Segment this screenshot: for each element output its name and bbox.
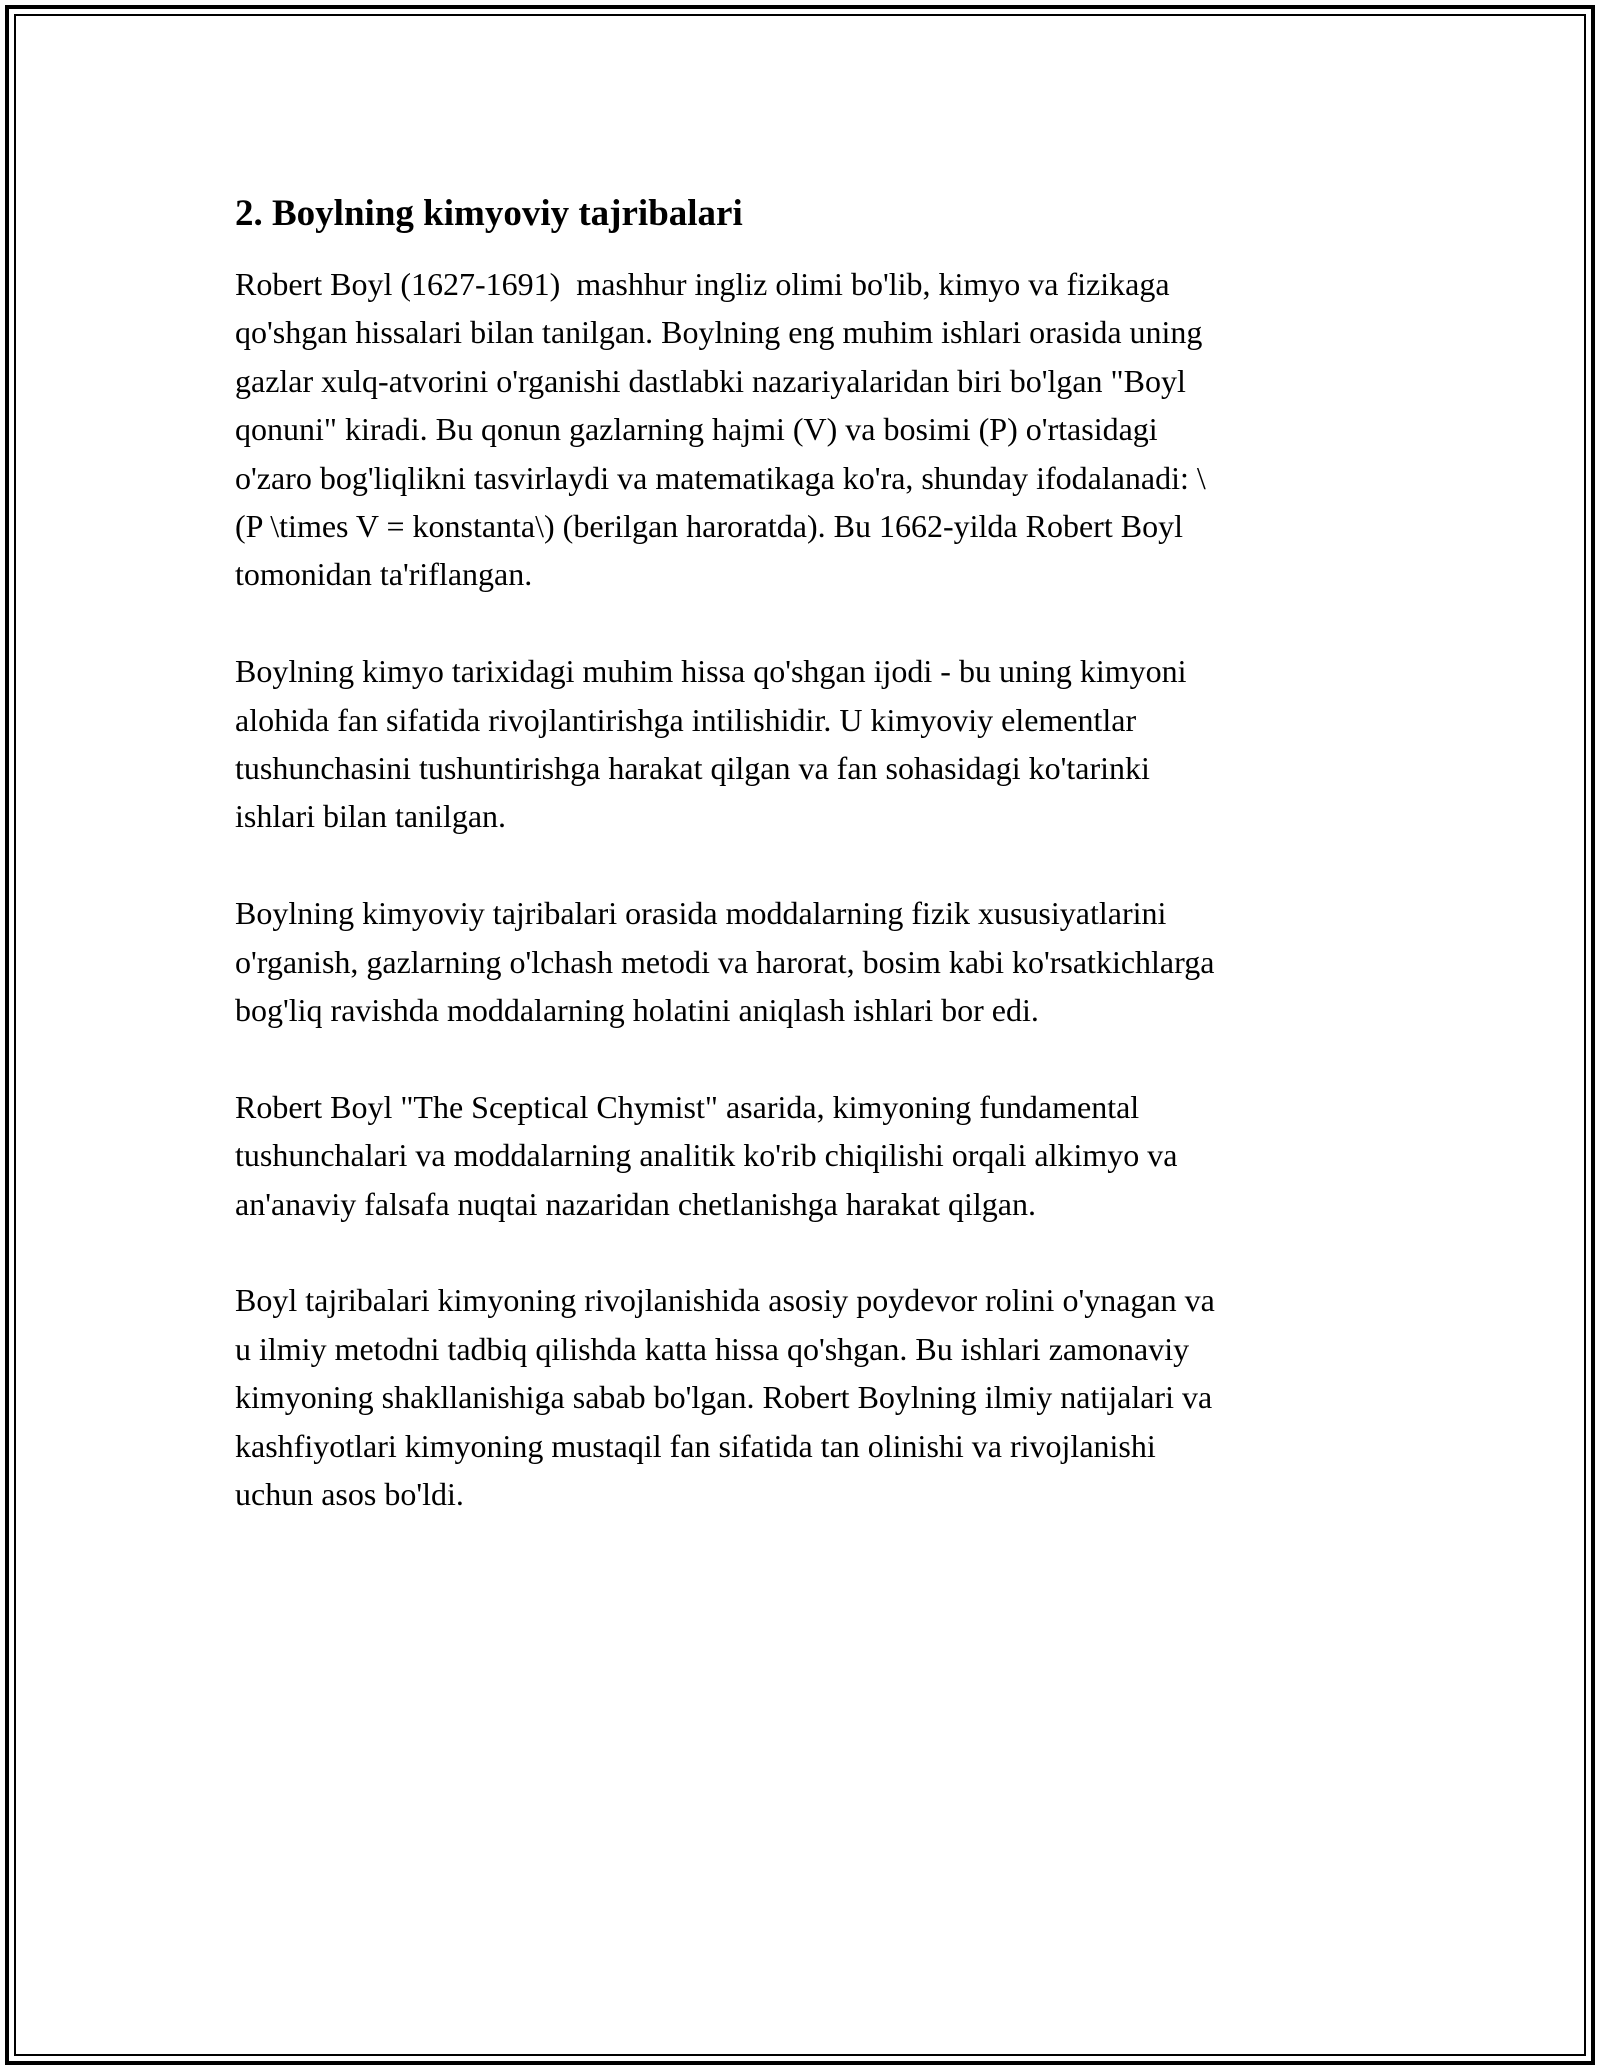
paragraph-line: Robert Boyl (1627-1691) mashhur ingliz olimi bo'lib, kimyo va fizikaga — [235, 266, 1170, 302]
paragraph-line: o'zaro bog'liqlikni tasvirlaydi va matematikaga ko'ra, shunday ifodalanadi: \ — [235, 459, 1206, 496]
paragraph-line: tushunchasini tushuntirishga harakat qilgan va fan sohasidagi ko'tarinki — [235, 750, 1150, 787]
paragraph-4 — [235, 1083, 1375, 1228]
paragraph-line: ishlari bilan tanilgan. — [235, 798, 507, 835]
paragraph-line: gazlar xulq-atvorini o'rganishi dastlabki nazariyalaridan biri bo'lgan "Boyl — [235, 362, 1186, 399]
paragraph-line: alohida fan sifatida rivojlantirishga intilishidir. U kimyoviy elementlar — [235, 701, 1137, 738]
paragraph-2 — [235, 647, 1375, 841]
section-heading: 2. Boylning kimyoviy tajribalari — [235, 193, 743, 234]
paragraph-line: uchun asos bo'ldi. — [235, 1476, 464, 1513]
document-content — [235, 188, 1375, 1567]
paragraph-line: qonuni" kiradi. Bu qonun gazlarning hajmi (V) va bosimi (P) o'rtasidagi — [235, 411, 1158, 448]
paragraph-line: qo'shgan hissalari bilan tanilgan. Boylning eng muhim ishlari orasida uning — [235, 314, 1203, 351]
paragraph-line: Boylning kimyoviy tajribalari orasida moddalarning fizik xususiyatlarini — [235, 895, 1167, 932]
paragraph-5 — [235, 1276, 1375, 1518]
paragraph-line: Boylning kimyo tarixidagi muhim hissa qo'shgan ijodi - bu uning kimyoni — [235, 653, 1187, 690]
paragraph-3 — [235, 889, 1375, 1034]
paragraph-line: tomonidan ta'riflangan. — [235, 556, 533, 593]
paragraph-line: tushunchalari va moddalarning analitik ko'rib chiqilishi orqali alkimyo va — [235, 1137, 1178, 1174]
paragraph-line: o'rganish, gazlarning o'lchash metodi va harorat, bosim kabi ko'rsatkichlarga — [235, 943, 1215, 980]
paragraph-line: bog'liq ravishda moddalarning holatini aniqlash ishlari bor edi. — [235, 992, 1039, 1029]
paragraph-line: u ilmiy metodni tadbiq qilishda katta hissa qo'shgan. Bu ishlari zamonaviy — [235, 1330, 1190, 1367]
paragraph-line: an'anaviy falsafa nuqtai nazaridan chetlanishga harakat qilgan. — [235, 1185, 1036, 1222]
paragraph-line: (P \times V = konstanta\) (berilgan haroratda). Bu 1662-yilda Robert Boyl — [235, 508, 1183, 545]
paragraph-line: Robert Boyl "The Sceptical Chymist" asarida, kimyoning fundamental — [235, 1088, 1140, 1125]
paragraph-line: kimyoning shakllanishiga sabab bo'lgan. Robert Boylning ilmiy natijalari va — [235, 1379, 1213, 1416]
paragraph-line: Boyl tajribalari kimyoning rivojlanishida asosiy poydevor rolini o'ynagan va — [235, 1282, 1215, 1319]
paragraph-line: kashfiyotlari kimyoning mustaqil fan sifatida tan olinishi va rivojlanishi — [235, 1427, 1156, 1464]
paragraph-1 — [235, 260, 1375, 599]
